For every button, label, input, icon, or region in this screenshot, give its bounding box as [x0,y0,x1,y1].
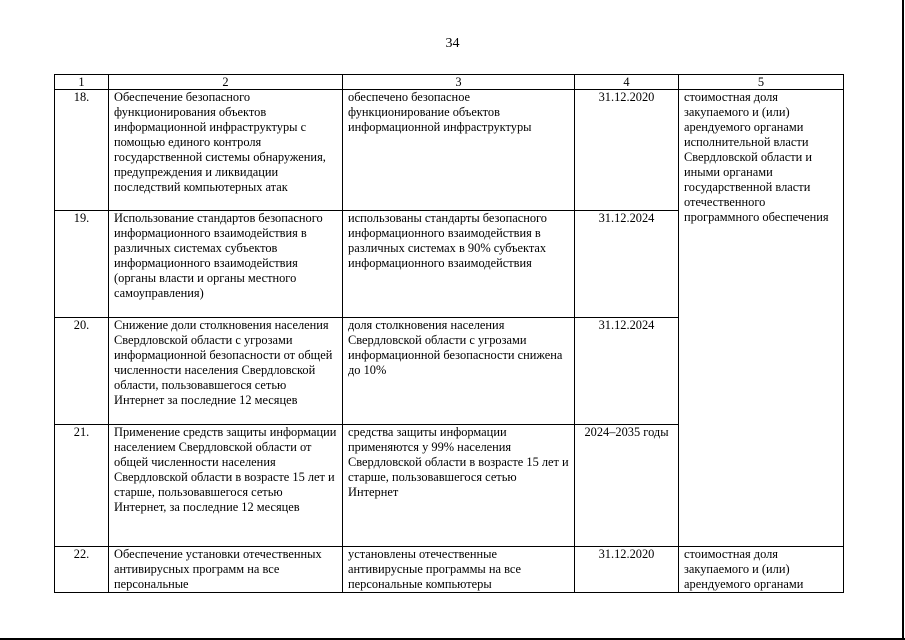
header-row [55,75,844,90]
task-cell: Использование стандартов безопасного информационного взаимодействия в различных системах субъектов информационного взаимодействия (органы власти и органы местного самоуправления) [109,211,343,318]
scan-edge-right [902,0,904,640]
row-number: 18. [55,90,109,211]
result-cell: средства защиты информации применяются у 99% населения Свердловской области в возрасте 15 лет и старше, пользовавшегося сетью Интернет [343,425,575,547]
row-number: 21. [55,425,109,547]
task-cell: Обеспечение безопасного функционирования объектов информационной инфраструктуры с помощью единого контроля государственной системы обнаружения, предупреждения и ликвидации последствий компьютерных атак [109,90,343,211]
column-header-4: 4 [575,75,679,90]
result-cell: использованы стандарты безопасного информационного взаимодействия в различных системах в 90% субъектах информационного взаимодействия [343,211,575,318]
date-cell: 31.12.2024 [575,211,679,318]
date-cell: 31.12.2020 [575,90,679,211]
task-cell: Обеспечение установки отечественных антивирусных программ на все персональные [109,547,343,593]
row-number: 22. [55,547,109,593]
date-cell: 31.12.2024 [575,318,679,425]
table-row [55,547,844,593]
table-row [55,90,844,211]
row-number: 20. [55,318,109,425]
result-cell: обеспечено безопасное функционирование объектов информационной инфраструктуры [343,90,575,211]
result-cell: доля столкновения населения Свердловской области с угрозами информационной безопасности снижена до 10% [343,318,575,425]
date-cell: 31.12.2020 [575,547,679,593]
column-header-3: 3 [343,75,575,90]
date-cell: 2024–2035 годы [575,425,679,547]
column-header-1: 1 [55,75,109,90]
result-cell: установлены отечественные антивирусные программы на все персональные компьютеры [343,547,575,593]
column-header-2: 2 [109,75,343,90]
page-number: 34 [445,36,460,51]
indicator-cell: стоимостная доля закупаемого и (или) арендуемого органами [679,547,844,593]
row-number: 19. [55,211,109,318]
measures-table [54,74,844,593]
task-cell: Снижение доли столкновения населения Свердловской области с угрозами информационной безопасности от общей численности населения Свердловской области, пользовавшегося сетью Интернет за последние 12 месяцев [109,318,343,425]
task-cell: Применение средств защиты информации населением Свердловской области от общей численности населения Свердловской области в возрасте 15 лет и старше, пользовавшегося сетью Интернет, за последние 12 месяцев [109,425,343,547]
column-header-5: 5 [679,75,844,90]
indicator-cell: стоимостная доля закупаемого и (или) арендуемого органами исполнительной власти Свердловской области и иными органами государственной власти отечественного программного обеспечения [679,90,844,547]
